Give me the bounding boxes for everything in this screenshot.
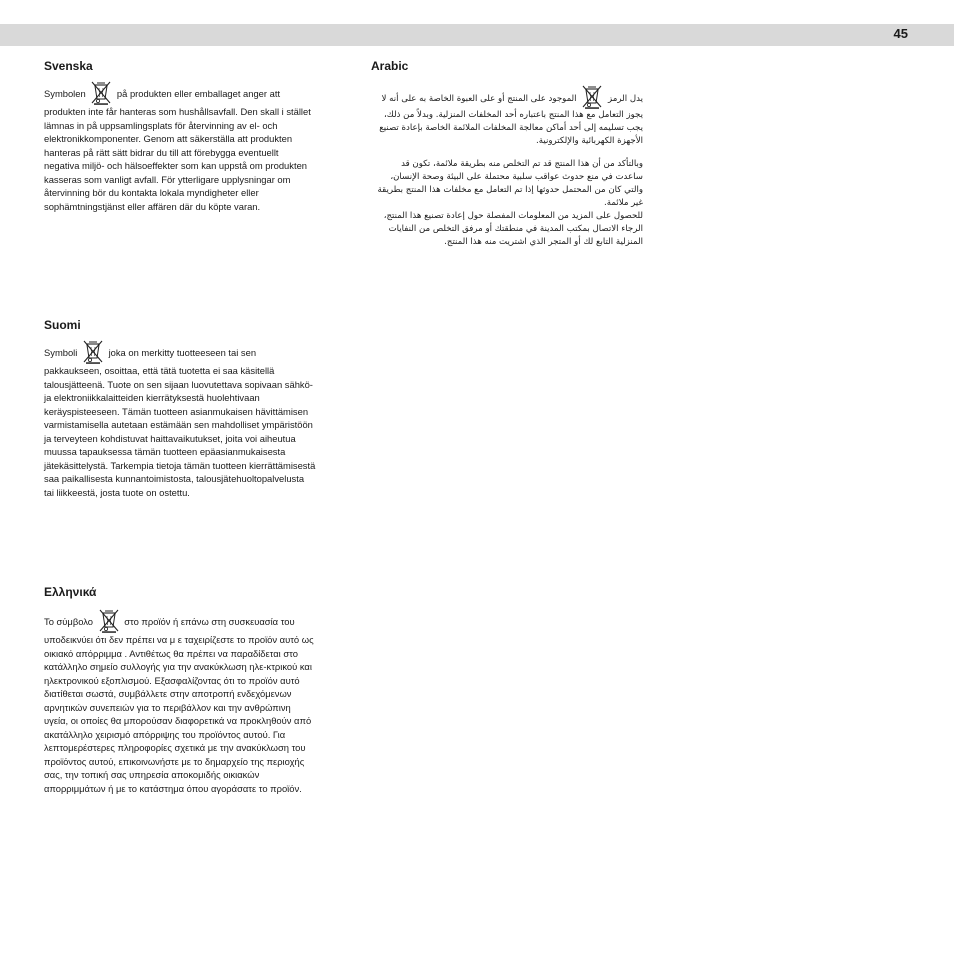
weee-crossed-bin-icon	[82, 340, 104, 364]
suomi-text-rest: joka on merkitty tuotteeseen tai sen pakkaukseen, osoittaa, että tätä tuotetta ei saa käsitellä talousjätteenä. Tuote on sen sijaan luovutettava sopivaan sähkö- ja elektroniikkalaitteiden kierrätyksestä huolehtivaan keräyspisteeseen. Tämän tuotteen asianmukaisen hävittämisen varmistamisella autetaan estämään sen mahdolliset ympäristöön ja terveyteen kohdistuvat haittavaikutukset, joita voi aiheutua muussa tapauksessa tämän tuotteen epäasianmukaisesta jätekäsittelystä. Tarkempia tietoja tämän tuotteen kierrättämisestä saa paikallisesta kunnantoimistosta, talousjätehuoltopalvelusta tai liikkeestä, josta tuote on ostettu.	[44, 347, 316, 498]
header-bar	[0, 24, 954, 46]
arabic-section	[371, 59, 643, 249]
weee-crossed-bin-icon	[98, 609, 120, 633]
arabic-text-rest: الموجود على المنتج أو على العبوة الخاصة به على أنه لا يجوز التعامل مع هذا المنتج باعتباره أحد المخلفات المنزلية. وبدلاً من ذلك، يجب تسليمه إلى أحد أماكن معالجة المخلفات الملائمة الخاصة بإعادة تصنيع الأجهزة الكهربائية والإلكترونية.	[379, 94, 643, 146]
weee-crossed-bin-icon	[90, 81, 112, 105]
ellinika-heading: Ελληνικά	[44, 585, 97, 599]
page-number: 45	[893, 26, 908, 41]
suomi-section	[44, 318, 316, 499]
svenska-heading: Svenska	[44, 59, 93, 73]
arabic-heading: Arabic	[371, 59, 409, 73]
arabic-paragraph-2: وبالتأكد من أن هذا المنتج قد تم التخلص منه بطريقة ملائمة، تكون قد ساعدت في منع حدوث عواقب سلبية محتملة على البيئة وصحة الإنسان، والتي كان من المحتمل حدوثها إذا تم التعامل مع مخلفات هذا المنتج بطريقة غير ملائمة.	[377, 159, 643, 208]
svenska-body	[44, 81, 316, 213]
arabic-text-start: يدل الرمز	[608, 94, 643, 104]
ellinika-text-start: Το σύμβολο	[44, 616, 94, 627]
svenska-text-start: Symbolen	[44, 88, 86, 99]
ellinika-body	[44, 609, 316, 795]
weee-crossed-bin-icon	[581, 85, 603, 109]
suomi-body	[44, 340, 316, 499]
suomi-text-start: Symboli	[44, 347, 78, 358]
ellinika-text-rest: στο προϊόν ή επάνω στη συσκευασία του υποδεικνύει ότι δεν πρέπει να μ ε ταχειρίζεστε το προϊόν αυτό ως οικιακό απόρριμμα . Αντιθέτως θα πρέπει να παραδίδεται στο κατάλληλο σημείο συλλογής για την ανακύκλωση ηλε-κτρικού και ηλεκτρονικού εξοπλισμού. Εξασφαλίζοντας ότι το προϊόν αυτό διατίθεται σωστά, συμβάλλετε στην αποτροπή ενδεχόμενων αρνητικών συνεπειών για το περιβάλλον και την ανθρώπινη υγεία, οι οποίες θα μπορούσαν διαφορετικά να προκληθούν από ακατάλληλο χειρισμό απόρριψης του προϊόντος αυτού. Για λεπτομερέστερες πληροφορίες σχετικά με την ανακύκλωση του προϊόντος αυτού, επικοινωνήστε με το δημαρχείο της περιοχής σας, την τοπική σας υπηρεσία αποκομιδής οικιακών απορριμμάτων ή με το κατάστημα όπου αγοράσατε το προϊόν.	[44, 616, 314, 794]
arabic-paragraph-1	[371, 85, 643, 148]
arabic-paragraph-3: للحصول على المزيد من المعلومات المفصلة حول إعادة تصنيع هذا المنتج، الرجاء الاتصال بمكتب المدينة في منطقتك أو مرفق التخلص من النفايات المنزلية التابع لك أو المتجر الذي اشتريت منه هذا المنتج.	[383, 211, 643, 247]
suomi-heading: Suomi	[44, 318, 81, 332]
svenska-section	[44, 59, 316, 213]
svenska-text-rest: på produkten eller emballaget anger att produkten inte får hanteras som hushållsavfall. Den skall i stället lämnas in på uppsamlingsplats för återvinning av el- och elektronikkomponenter. Genom att säkerställa att produkten hanteras på rätt sätt bidrar du till att förebygga eventuellt negativa miljö- och hälsoeffekter som kan uppstå om produkten kasseras som vanligt avfall. För ytterligare upplysningar om återvinning bör du kontakta lokala myndigheter eller sophämtningstjänst eller affären där du köpte varan.	[44, 88, 311, 212]
ellinika-section	[44, 585, 316, 795]
